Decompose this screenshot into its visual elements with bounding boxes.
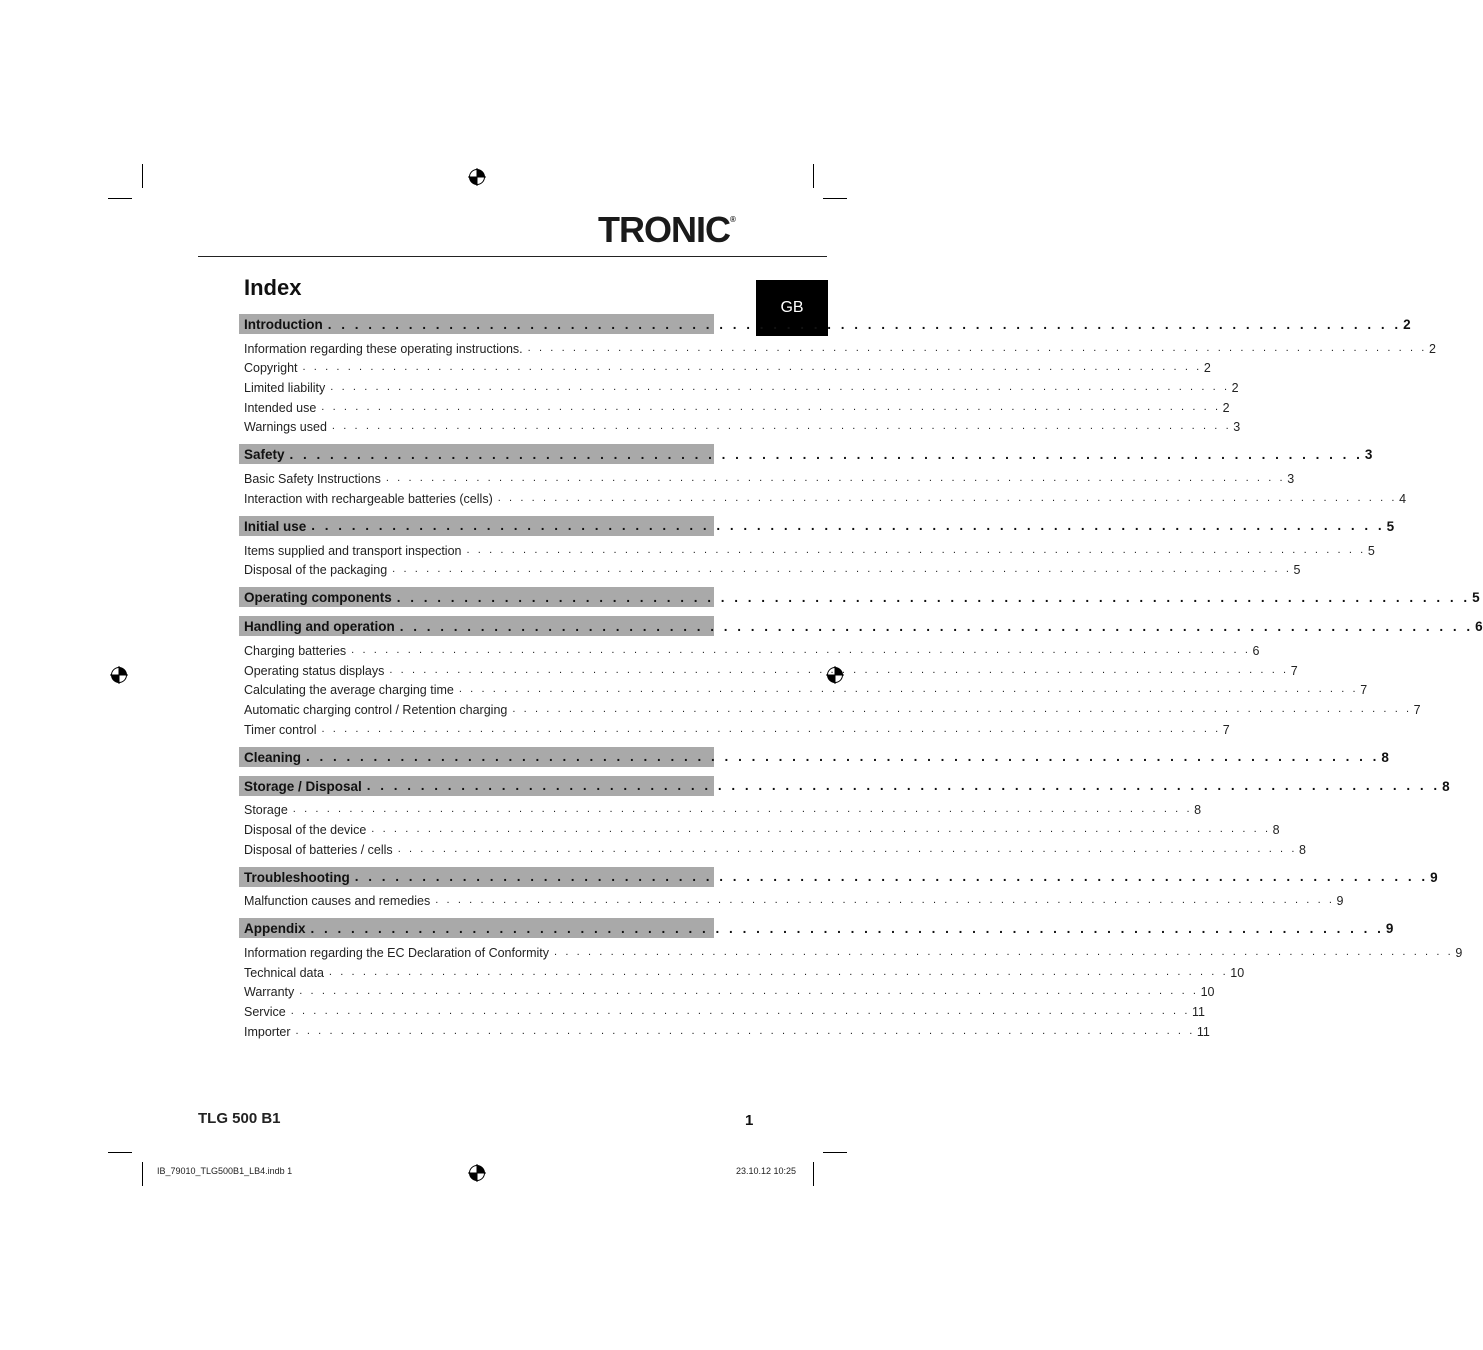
toc-entry-label: Warranty <box>244 985 295 1000</box>
toc-section <box>239 918 1463 1039</box>
dot-leader: . . . . . . . . . . . . . . . . . . . . . . . . . . . . . . . . . . . . . . . . . . . . . . . . . . . . . . . . . . . . . . . . . . . . . . . . . . . . . . . . <box>527 341 1427 354</box>
brand-logo: TRONIC® <box>598 209 736 250</box>
toc-entry-page: 6 <box>1252 643 1260 658</box>
toc-entry[interactable] <box>239 718 1230 738</box>
toc-section <box>239 616 1483 737</box>
toc-heading-page: 2 <box>1403 317 1411 332</box>
toc-entry-label: Items supplied and transport inspection <box>244 543 462 558</box>
dot-leader: . . . . . . . . . . . . . . . . . . . . . . . . . . . . . . . . . . . . . . . . . . . . . . . . . . . . . . . . . . . . . . . . . . . . . . . . . . . . . . . . <box>302 361 1202 374</box>
toc-entry[interactable] <box>239 941 1463 961</box>
toc-entry-label: Information regarding these operating instructions. <box>244 341 523 356</box>
dot-leader: . . . . . . . . . . . . . . . . . . . . . . . . . . . . . . . . . . . . . . . . . . . . . . . . . . . . . . . . . . . . . . . . . . . . . . . . . . . . . . . . <box>299 985 1199 998</box>
toc-entry-page: 2 <box>1203 361 1211 376</box>
toc-heading-label: Storage / Disposal <box>244 778 362 794</box>
dot-leader: . . . . . . . . . . . . . . . . . . . . . . . . . . . . . . . . . . . . . . . . . . . . . . . . . . . . . . . . . . . . . . . . . . . . . . . . . . . . . . . . <box>497 491 1398 504</box>
dot-leader: . . . . . . . . . . . . . . . . . . . . . . . . . . . . . . . . . . . . . . . . . . . . . . . . . . . . . . . . . . . . . . . . . . . . . . . . . . . . . . . . <box>321 722 1221 735</box>
toc-entry[interactable] <box>239 357 1211 377</box>
toc-entry[interactable] <box>239 396 1230 416</box>
dot-leader: . . . . . . . . . . . . . . . . . . . . . . . . . . . . . . . . . . . . . . . . . . . . . . . . . . . . . . . . . . . . . . . . . . . . . . . . . . . . . . . . <box>311 518 1385 534</box>
toc-entry-label: Interaction with rechargeable batteries (cells) <box>244 491 493 506</box>
toc-heading-page: 8 <box>1442 778 1450 794</box>
dot-leader: . . . . . . . . . . . . . . . . . . . . . . . . . . . . . . . . . . . . . . . . . . . . . . . . . . . . . . . . . . . . . . . . . . . . . . . . . . . . . . . . <box>392 563 1292 576</box>
toc-entry-page: 5 <box>1367 543 1375 558</box>
toc-entry[interactable] <box>239 818 1280 838</box>
toc-entry-label: Basic Safety Instructions <box>244 472 381 487</box>
toc-entry-label: Importer <box>244 1024 291 1039</box>
toc-entry[interactable] <box>239 559 1301 579</box>
toc-heading-page: 6 <box>1475 619 1483 635</box>
toc-section-heading[interactable] <box>239 516 1395 536</box>
toc-entry-label: Disposal of the packaging <box>244 563 388 578</box>
dot-leader: . . . . . . . . . . . . . . . . . . . . . . . . . . . . . . . . . . . . . . . . . . . . . . . . . . . . . . . . . . . . . . . . . . . . . . . . . . . . . . . . <box>458 683 1359 696</box>
dot-leader: . . . . . . . . . . . . . . . . . . . . . . . . . . . . . . . . . . . . . . . . . . . . . . . . . . . . . . . . . . . . . . . . . . . . . . . . . . . . . . . . <box>554 946 1454 959</box>
toc-entry-page: 7 <box>1222 722 1230 737</box>
dot-leader: . . . . . . . . . . . . . . . . . . . . . . . . . . . . . . . . . . . . . . . . . . . . . . . . . . . . . . . . . . . . . . . . . . . . . . . . . . . . . . . . <box>396 589 1471 605</box>
toc-entry-page: 7 <box>1413 702 1421 717</box>
crop-mark <box>108 1152 132 1153</box>
dot-leader: . . . . . . . . . . . . . . . . . . . . . . . . . . . . . . . . . . . . . . . . . . . . . . . . . . . . . . . . . . . . . . . . . . . . . . . . . . . . . . . . <box>321 400 1221 413</box>
dot-leader: . . . . . . . . . . . . . . . . . . . . . . . . . . . . . . . . . . . . . . . . . . . . . . . . . . . . . . . . . . . . . . . . . . . . . . . . . . . . . . . . <box>385 472 1286 485</box>
toc-entry[interactable] <box>239 487 1407 507</box>
dot-leader: . . . . . . . . . . . . . . . . . . . . . . . . . . . . . . . . . . . . . . . . . . . . . . . . . . . . . . . . . . . . . . . . . . . . . . . . . . . . . . . . <box>435 894 1335 907</box>
toc-entry[interactable] <box>239 698 1421 718</box>
toc-entry-page: 10 <box>1200 985 1215 1000</box>
toc-section-heading[interactable] <box>239 444 1373 464</box>
crop-mark <box>813 164 814 188</box>
toc-entry-page: 11 <box>1196 1024 1210 1039</box>
toc-entry-label: Information regarding the EC Declaration of Conformity <box>244 946 550 961</box>
toc-entry-label: Storage <box>244 803 288 818</box>
page-title: Index <box>244 275 302 300</box>
toc-entry[interactable] <box>239 416 1241 436</box>
toc-heading-page: 9 <box>1385 921 1394 937</box>
toc-entry-label: Charging batteries <box>244 643 347 658</box>
toc-section <box>239 867 1438 910</box>
toc-section-heading[interactable] <box>239 747 1389 767</box>
dot-leader: . . . . . . . . . . . . . . . . . . . . . . . . . . . . . . . . . . . . . . . . . . . . . . . . . . . . . . . . . . . . . . . . . . . . . . . . . . . . . . . . <box>466 543 1366 556</box>
toc-section-heading[interactable] <box>239 616 1483 636</box>
dot-leader: . . . . . . . . . . . . . . . . . . . . . . . . . . . . . . . . . . . . . . . . . . . . . . . . . . . . . . . . . . . . . . . . . . . . . . . . . . . . . . . . <box>306 749 1380 765</box>
toc-heading-page: 9 <box>1430 869 1438 885</box>
toc-heading-label: Cleaning <box>244 749 302 765</box>
toc-entry-page: 3 <box>1233 420 1241 435</box>
language-tab: GB <box>756 280 828 336</box>
toc-heading-label: Operating components <box>244 590 392 606</box>
dot-leader: . . . . . . . . . . . . . . . . . . . . . . . . . . . . . . . . . . . . . . . . . . . . . . . . . . . . . . . . . . . . . . . . . . . . . . . . . . . . . . . . <box>292 803 1193 816</box>
toc-entry-page: 7 <box>1290 663 1298 678</box>
toc-entry-label: Intended use <box>244 400 317 415</box>
dot-leader: . . . . . . . . . . . . . . . . . . . . . . . . . . . . . . . . . . . . . . . . . . . . . . . . . . . . . . . . . . . . . . . . . . . . . . . . . . . . . . . . <box>295 1024 1195 1037</box>
crop-mark <box>142 164 143 188</box>
toc-entry[interactable] <box>239 961 1245 981</box>
toc-section-heading[interactable] <box>239 918 1394 938</box>
toc-entry-page: 9 <box>1455 946 1463 961</box>
dot-leader: . . . . . . . . . . . . . . . . . . . . . . . . . . . . . . . . . . . . . . . . . . . . . . . . . . . . . . . . . . . . . . . . . . . . . . . . . . . . . . . . <box>290 1005 1191 1018</box>
registration-mark-icon <box>468 1164 486 1182</box>
dot-leader: . . . . . . . . . . . . . . . . . . . . . . . . . . . . . . . . . . . . . . . . . . . . . . . . . . . . . . . . . . . . . . . . . . . . . . . . . . . . . . . . <box>397 842 1298 855</box>
toc-heading-page: 3 <box>1364 447 1373 463</box>
dot-leader: . . . . . . . . . . . . . . . . . . . . . . . . . . . . . . . . . . . . . . . . . . . . . . . . . . . . . . . . . . . . . . . . . . . . . . . . . . . . . . . . <box>371 823 1271 835</box>
toc-heading-page: 5 <box>1386 518 1395 534</box>
toc-entry-label: Disposal of the device <box>244 823 367 837</box>
toc-entry[interactable] <box>239 679 1368 699</box>
registration-mark-icon <box>110 666 128 684</box>
toc-section <box>239 747 1389 767</box>
toc-entry[interactable] <box>239 467 1295 487</box>
toc-entry-page: 2 <box>1222 400 1230 415</box>
toc-section <box>239 776 1450 858</box>
toc-entry-page: 11 <box>1192 1005 1205 1020</box>
toc-heading-label: Introduction <box>244 317 323 332</box>
toc-section-heading[interactable] <box>239 867 1438 887</box>
dot-leader: . . . . . . . . . . . . . . . . . . . . . . . . . . . . . . . . . . . . . . . . . . . . . . . . . . . . . . . . . . . . . . . . . . . . . . . . . . . . . . . . <box>399 618 1474 634</box>
print-slug-date: 23.10.12 10:25 <box>736 1166 797 1176</box>
toc-entry[interactable] <box>239 376 1239 396</box>
toc-section-heading[interactable] <box>239 587 1480 607</box>
dot-leader: . . . . . . . . . . . . . . . . . . . . . . . . . . . . . . . . . . . . . . . . . . . . . . . . . . . . . . . . . . . . . . . . . . . . . . . . . . . . . . . . <box>389 663 1289 676</box>
dot-leader: . . . . . . . . . . . . . . . . . . . . . . . . . . . . . . . . . . . . . . . . . . . . . . . . . . . . . . . . . . . . . . . . . . . . . . . . . . . . . . . . <box>328 965 1229 978</box>
registration-mark-icon <box>468 168 486 186</box>
toc-entry-page: 5 <box>1293 563 1301 578</box>
dot-leader: . . . . . . . . . . . . . . . . . . . . . . . . . . . . . . . . . . . . . . . . . . . . . . . . . . . . . . . . . . . . . . . . . . . . . . . . . . . . . . . . <box>351 643 1251 656</box>
toc-entry-label: Calculating the average charging time <box>244 683 454 698</box>
dot-leader: . . . . . . . . . . . . . . . . . . . . . . . . . . . . . . . . . . . . . . . . . . . . . . . . . . . . . . . . . . . . . . . . . . . . . . . . . . . . . . . . <box>366 778 1441 794</box>
toc-heading-label: Safety <box>244 447 285 463</box>
toc-entry-page: 8 <box>1272 823 1280 837</box>
toc-entry[interactable] <box>239 799 1202 819</box>
crop-mark <box>142 1162 143 1186</box>
toc-entry-label: Timer control <box>244 722 317 737</box>
crop-mark <box>813 1162 814 1186</box>
toc-entry[interactable] <box>239 337 1436 357</box>
toc-entry-page: 2 <box>1231 381 1239 396</box>
page-number: 1 <box>745 1112 754 1129</box>
toc-entry[interactable] <box>239 659 1298 679</box>
dot-leader: . . . . . . . . . . . . . . . . . . . . . . . . . . . . . . . . . . . . . . . . . . . . . . . . . . . . . . . . . . . . . . . . . . . . . . . . . . . . . . . . <box>310 920 1384 936</box>
toc-entry-label: Automatic charging control / Retention charging <box>244 702 508 717</box>
toc-entry-page: 3 <box>1287 472 1295 487</box>
dot-leader: . . . . . . . . . . . . . . . . . . . . . . . . . . . . . . . . . . . . . . . . . . . . . . . . . . . . . . . . . . . . . . . . . . . . . . . . . . . . . . . . <box>289 446 1363 462</box>
dot-leader: . . . . . . . . . . . . . . . . . . . . . . . . . . . . . . . . . . . . . . . . . . . . . . . . . . . . . . . . . . . . . . . . . . . . . . . . . . . . . . . . <box>354 869 1429 885</box>
toc-entry-label: Operating status displays <box>244 663 385 678</box>
toc-entry[interactable] <box>239 890 1344 910</box>
toc-heading-page: 8 <box>1381 749 1389 765</box>
toc-entry-label: Disposal of batteries / cells <box>244 842 393 857</box>
print-slug-file: IB_79010_TLG500B1_LB4.indb 1 <box>157 1166 293 1176</box>
toc-entry-page: 4 <box>1399 491 1407 506</box>
toc-entry-label: Warnings used <box>244 420 327 435</box>
toc-entry-page: 10 <box>1230 965 1245 980</box>
table-of-contents <box>239 314 1483 1040</box>
dot-leader: . . . . . . . . . . . . . . . . . . . . . . . . . . . . . . . . . . . . . . . . . . . . . . . . . . . . . . . . . . . . . . . . . . . . . . . . . . . . . . . . <box>331 420 1232 433</box>
toc-section-heading[interactable] <box>239 776 1450 796</box>
toc-heading-label: Appendix <box>244 921 306 937</box>
toc-entry[interactable] <box>239 981 1215 1001</box>
toc-heading-label: Handling and operation <box>244 619 395 635</box>
toc-section <box>239 314 1436 435</box>
toc-entry-page: 2 <box>1428 341 1436 356</box>
dot-leader: . . . . . . . . . . . . . . . . . . . . . . . . . . . . . . . . . . . . . . . . . . . . . . . . . . . . . . . . . . . . . . . . . . . . . . . . . . . . . . . . <box>327 316 1402 332</box>
header-rule <box>198 256 827 257</box>
toc-entry[interactable] <box>239 539 1375 559</box>
toc-entry-label: Service <box>244 1005 286 1020</box>
toc-entry-page: 8 <box>1194 803 1202 818</box>
toc-entry-label: Technical data <box>244 965 324 980</box>
crop-mark <box>823 198 847 199</box>
dot-leader: . . . . . . . . . . . . . . . . . . . . . . . . . . . . . . . . . . . . . . . . . . . . . . . . . . . . . . . . . . . . . . . . . . . . . . . . . . . . . . . . <box>330 381 1230 394</box>
toc-entry[interactable] <box>239 639 1260 659</box>
toc-entry-page: 8 <box>1299 842 1306 857</box>
toc-heading-label: Initial use <box>244 518 307 534</box>
toc-entry[interactable] <box>239 1000 1205 1020</box>
crop-mark <box>108 198 132 199</box>
toc-entry-page: 7 <box>1360 683 1368 698</box>
crop-mark <box>823 1152 847 1153</box>
toc-heading-page: 5 <box>1472 590 1480 606</box>
toc-heading-label: Troubleshooting <box>244 869 350 885</box>
toc-entry-label: Copyright <box>244 361 298 376</box>
toc-section <box>239 444 1407 506</box>
toc-entry-label: Malfunction causes and remedies <box>244 894 431 909</box>
model-number: TLG 500 B1 <box>198 1110 281 1127</box>
toc-entry-label: Limited liability <box>244 381 326 396</box>
toc-section <box>239 587 1480 607</box>
toc-section <box>239 516 1395 578</box>
toc-entry-page: 9 <box>1336 894 1344 909</box>
toc-section-heading[interactable] <box>239 314 1411 334</box>
toc-entry[interactable] <box>239 1020 1210 1040</box>
toc-entry[interactable] <box>239 838 1306 858</box>
dot-leader: . . . . . . . . . . . . . . . . . . . . . . . . . . . . . . . . . . . . . . . . . . . . . . . . . . . . . . . . . . . . . . . . . . . . . . . . . . . . . . . . <box>512 702 1412 715</box>
